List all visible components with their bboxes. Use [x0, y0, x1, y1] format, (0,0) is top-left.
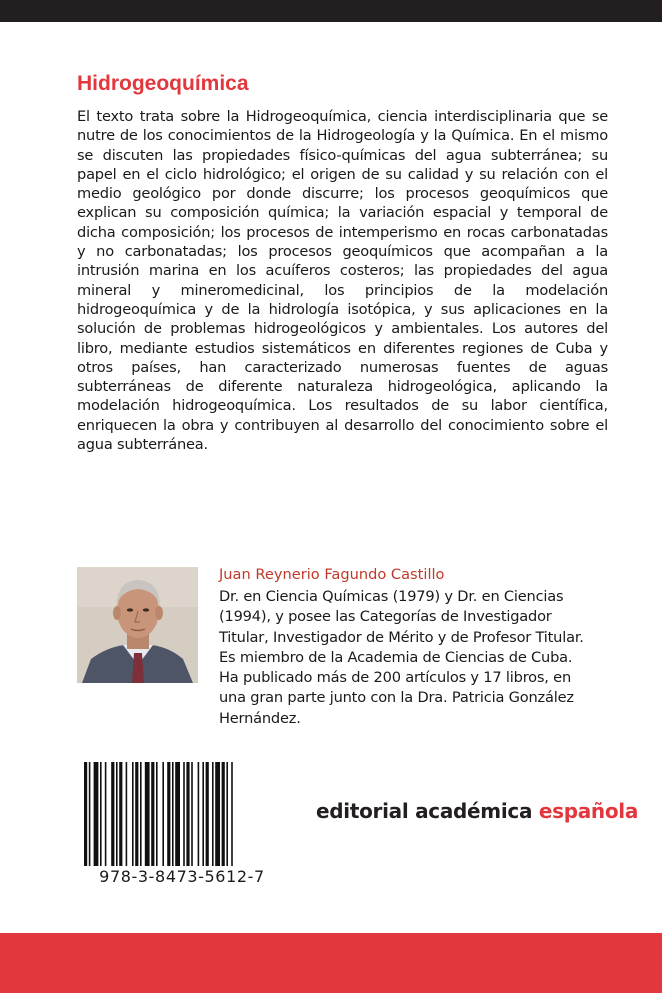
- book-title: Hidrogeoquímica: [77, 72, 249, 95]
- barcode-image: [84, 762, 280, 866]
- author-photo: [77, 567, 198, 683]
- author-bio: Dr. en Ciencia Químicas (1979) y Dr. en Ciencias (1994), y posee las Categorías de Investigador Titular, Investigador de Mérito y de Profesor Titular. Es miembro de la Academia de Ciencias de Cuba. Ha publicado más de 200 artículos y 17 libros, en una gran parte junto con la Dra. Patricia González Hernández.: [219, 588, 584, 727]
- bottom-band: [0, 933, 662, 993]
- author-portrait-image: [77, 567, 198, 683]
- isbn-number: 978-3-8473-5612-7: [99, 867, 265, 886]
- publisher-name: editorial académica: [316, 799, 533, 823]
- book-description: El texto trata sobre la Hidrogeoquímica, ciencia interdisciplinaria que se nutre de los conocimientos de la Hidrogeología y la Química. En el mismo se discuten las propiedades físico-químicas del agua subterránea; su papel en el ciclo hidrológico; el origen de su calidad y su relación con el medio geológico por donde discurre; los procesos geoquímicos que explican su composición química; la variación espacial y temporal de dicha composición; los procesos de intemperismo en rocas carbonatadas y no carbonatadas; los procesos geoquímicos que acompañan a la intrusión marina en los acuíferos costeros; las propiedades del agua mineral y mineromedicinal, los principios de la modelación hidrogeoquímica y de la hidrología isotópica, y sus aplicaciones en la solución de problemas hidrogeológicos y ambientales. Los autores del libro, mediante estudios sistemáticos en diferentes regiones de Cuba y otros países, han caracterizado numerosas fuentes de aguas subterráneas de diferente naturaleza hidrogeológica, aplicando la modelación hidrogeoquímica. Los resultados de su labor científica, enriquecen la obra y contribuyen al desarrollo del conocimiento sobre el agua subterránea.: [77, 108, 608, 454]
- publisher-logo: [316, 799, 638, 823]
- publisher-name-accent: española: [538, 799, 639, 823]
- top-band: [0, 0, 662, 22]
- author-name: Juan Reynerio Fagundo Castillo: [219, 566, 445, 583]
